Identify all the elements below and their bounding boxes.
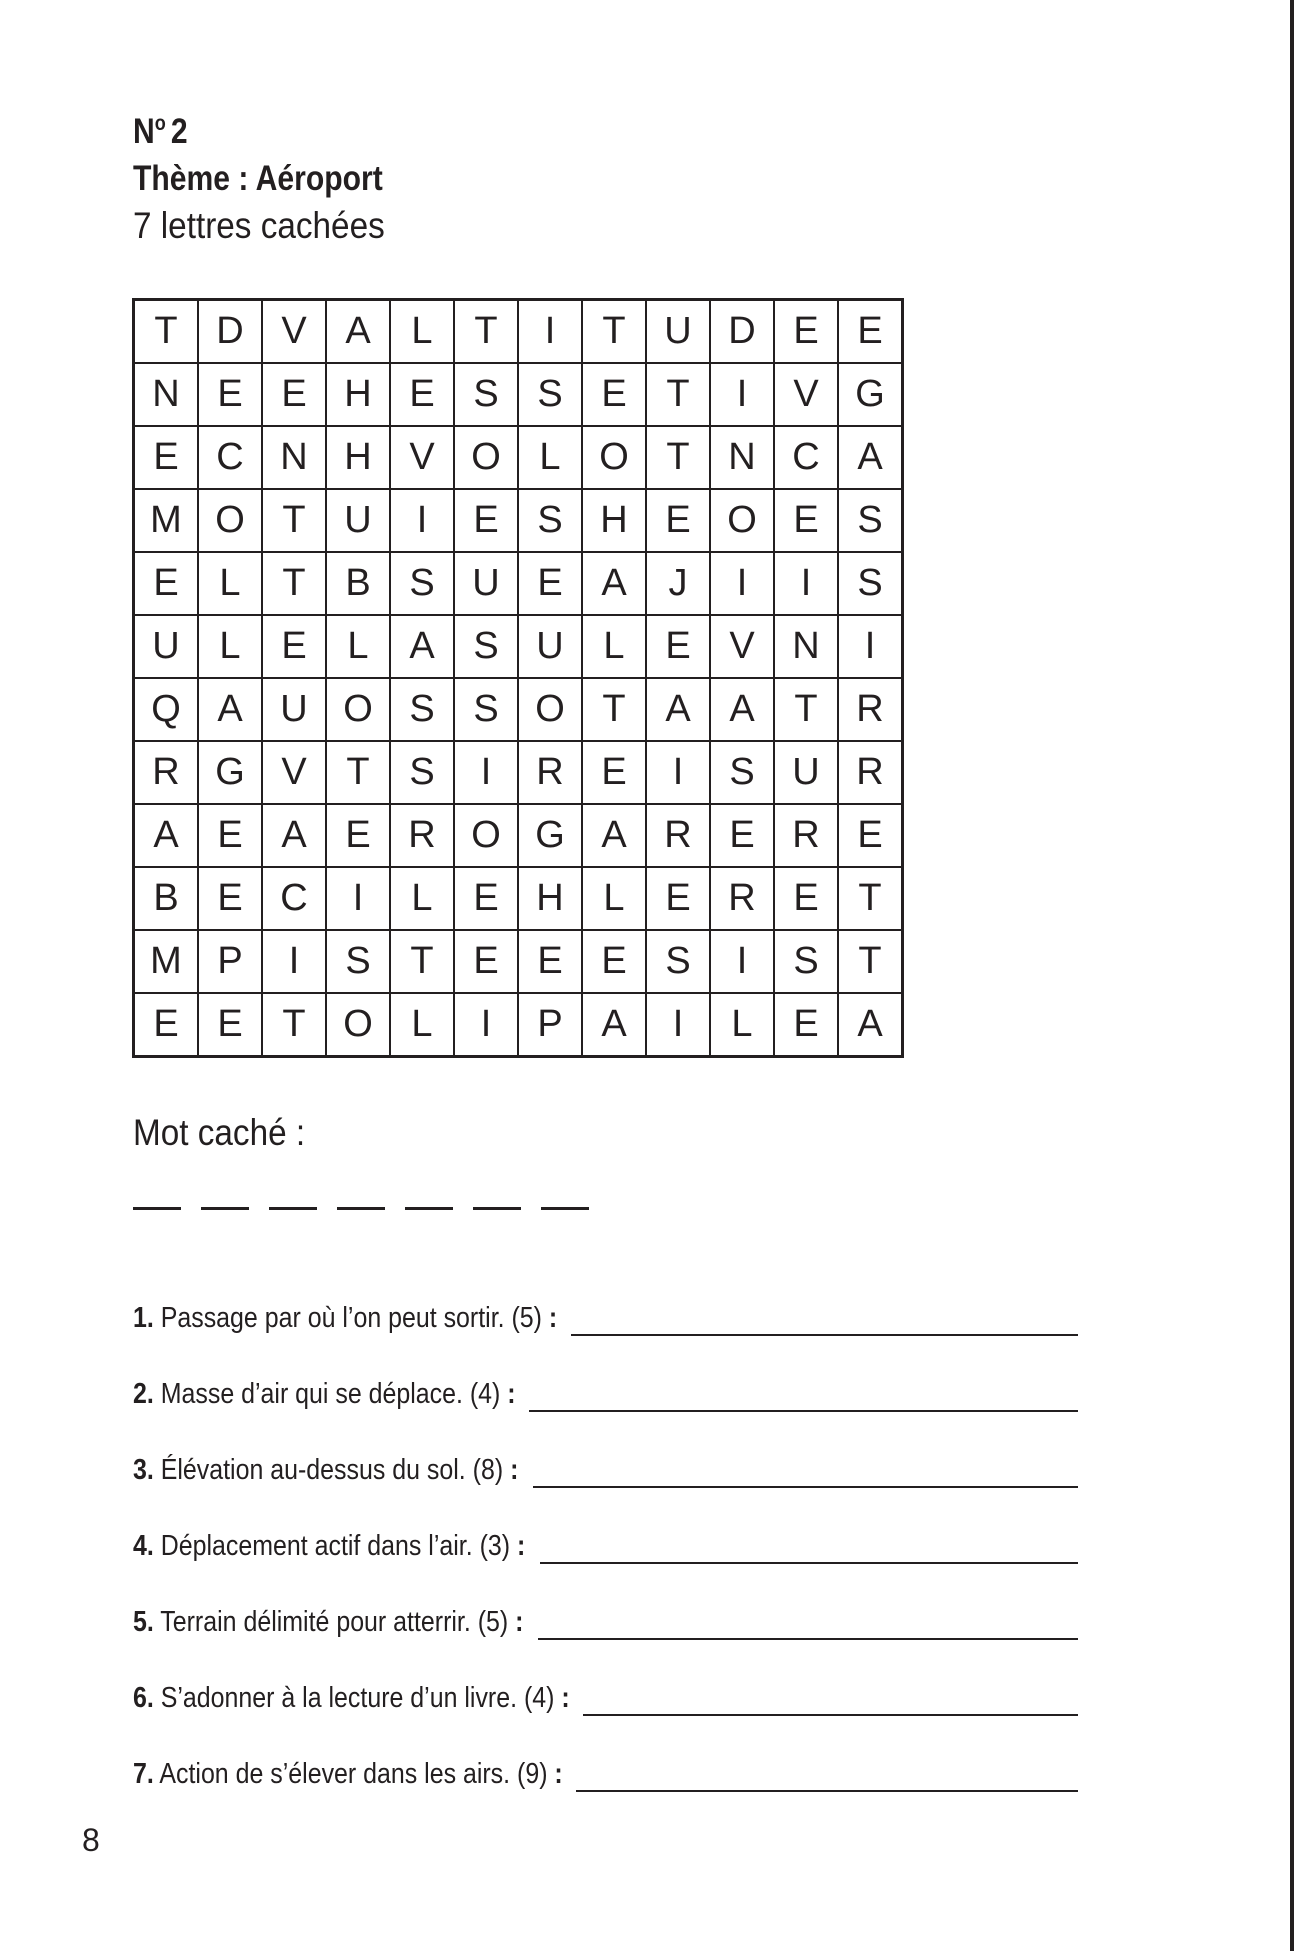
grid-cell[interactable]: R [390, 804, 454, 867]
grid-cell[interactable]: L [326, 615, 390, 678]
answer-line[interactable] [533, 1458, 1078, 1488]
grid-cell[interactable]: O [326, 993, 390, 1057]
clue-description: S’adonner à la lecture d’un livre. (4) [160, 1682, 555, 1714]
number-superscript: o [154, 112, 166, 135]
grid-row [134, 741, 903, 804]
grid-cell[interactable]: D [710, 300, 774, 364]
grid-cell[interactable]: I [646, 741, 710, 804]
grid-cell[interactable]: I [838, 615, 903, 678]
clue-text [133, 1528, 526, 1564]
grid-cell[interactable]: I [262, 930, 326, 993]
clue-number: 6. [133, 1682, 154, 1714]
clue-text [133, 1452, 519, 1488]
grid-cell[interactable]: E [390, 363, 454, 426]
grid-cell[interactable]: M [134, 489, 199, 552]
grid-cell[interactable]: R [134, 741, 199, 804]
grid-cell[interactable]: S [326, 930, 390, 993]
grid-cell[interactable]: S [454, 615, 518, 678]
hidden-letter-count: 7 lettres cachées [133, 205, 385, 246]
clue-item [133, 1376, 1078, 1412]
grid-cell[interactable]: A [582, 552, 646, 615]
grid-cell[interactable]: S [390, 741, 454, 804]
grid-cell[interactable]: L [582, 867, 646, 930]
clue-number: 4. [133, 1530, 154, 1562]
grid-cell[interactable]: L [390, 867, 454, 930]
grid-cell[interactable]: T [262, 489, 326, 552]
grid-cell[interactable]: R [646, 804, 710, 867]
grid-cell[interactable]: U [262, 678, 326, 741]
grid-cell[interactable]: R [710, 867, 774, 930]
grid-cell[interactable]: T [454, 300, 518, 364]
grid-cell[interactable]: S [838, 552, 903, 615]
grid-cell[interactable]: E [262, 615, 326, 678]
grid-row [134, 363, 903, 426]
clue-colon: : [554, 1758, 563, 1790]
grid-cell[interactable]: E [582, 741, 646, 804]
grid-cell[interactable]: E [646, 867, 710, 930]
grid-cell[interactable]: T [582, 300, 646, 364]
grid-cell[interactable]: T [390, 930, 454, 993]
grid-cell[interactable]: E [198, 804, 262, 867]
grid-cell[interactable]: E [134, 993, 199, 1057]
clue-description: Élévation au-dessus du sol. (8) [160, 1454, 504, 1486]
answer-line[interactable] [538, 1610, 1078, 1640]
grid-cell[interactable]: A [134, 804, 199, 867]
clue-colon: : [548, 1302, 558, 1334]
grid-cell[interactable]: A [198, 678, 262, 741]
clue-item [133, 1452, 1078, 1488]
clue-description: Masse d’air qui se déplace. (4) [160, 1378, 501, 1410]
grid-row [134, 489, 903, 552]
answer-line[interactable] [571, 1306, 1078, 1336]
grid-cell[interactable]: E [710, 804, 774, 867]
hidden-word-label: Mot caché : [133, 1112, 306, 1153]
grid-cell[interactable]: V [710, 615, 774, 678]
clue-item [133, 1604, 1078, 1640]
grid-cell[interactable]: L [582, 615, 646, 678]
grid-cell[interactable]: T [838, 867, 903, 930]
grid-cell[interactable]: T [646, 426, 710, 489]
hidden-letter-blank[interactable] [541, 1207, 589, 1210]
clue-item [133, 1680, 1078, 1716]
clue-description: Passage par où l’on peut sortir. (5) [160, 1302, 542, 1334]
grid-cell[interactable]: P [518, 993, 582, 1057]
grid-cell[interactable]: O [518, 678, 582, 741]
grid-cell[interactable]: C [774, 426, 838, 489]
grid-cell[interactable]: O [454, 426, 518, 489]
grid-cell[interactable]: S [838, 489, 903, 552]
grid-row [134, 615, 903, 678]
grid-cell[interactable]: A [710, 678, 774, 741]
grid-cell[interactable]: E [646, 615, 710, 678]
grid-cell[interactable]: C [262, 867, 326, 930]
grid-cell[interactable]: L [390, 993, 454, 1057]
grid-cell[interactable]: H [326, 363, 390, 426]
grid-cell[interactable]: S [390, 552, 454, 615]
grid-cell[interactable]: D [198, 300, 262, 364]
grid-cell[interactable]: U [774, 741, 838, 804]
grid-cell[interactable]: E [454, 489, 518, 552]
grid-cell[interactable]: N [710, 426, 774, 489]
word-search-grid [132, 298, 904, 1058]
grid-cell[interactable]: H [582, 489, 646, 552]
grid-cell[interactable]: E [262, 363, 326, 426]
grid-cell[interactable]: E [774, 489, 838, 552]
hidden-letter-blank[interactable] [337, 1207, 385, 1210]
puzzle-header [133, 100, 423, 249]
grid-cell[interactable]: O [582, 426, 646, 489]
grid-cell[interactable]: M [134, 930, 199, 993]
grid-cell[interactable]: E [838, 300, 903, 364]
grid-cell[interactable]: I [710, 363, 774, 426]
grid-cell[interactable]: E [198, 867, 262, 930]
grid-cell[interactable]: T [326, 741, 390, 804]
clue-number: 1. [133, 1302, 154, 1334]
grid-cell[interactable]: I [710, 552, 774, 615]
grid-cell[interactable]: G [518, 804, 582, 867]
grid-cell[interactable]: S [710, 741, 774, 804]
clue-description: Terrain délimité pour atterrir. (5) [160, 1606, 509, 1638]
grid-cell[interactable]: L [198, 552, 262, 615]
grid-cell[interactable]: S [454, 363, 518, 426]
puzzle-theme: Thème : Aéroport [133, 159, 383, 198]
grid-cell[interactable]: U [518, 615, 582, 678]
grid-cell[interactable]: U [134, 615, 199, 678]
grid-cell[interactable]: E [518, 930, 582, 993]
grid-cell[interactable]: U [454, 552, 518, 615]
grid-cell[interactable]: C [198, 426, 262, 489]
grid-cell[interactable]: A [390, 615, 454, 678]
grid-row [134, 930, 903, 993]
answer-line[interactable] [540, 1534, 1078, 1564]
grid-cell[interactable]: E [774, 300, 838, 364]
grid-cell[interactable]: G [198, 741, 262, 804]
clue-item [133, 1756, 1078, 1792]
hidden-letter-blank[interactable] [405, 1207, 453, 1210]
grid-cell[interactable]: L [198, 615, 262, 678]
grid-cell[interactable]: S [646, 930, 710, 993]
grid-cell[interactable]: S [774, 930, 838, 993]
grid-cell[interactable]: T [582, 678, 646, 741]
grid-cell[interactable]: G [838, 363, 903, 426]
grid-cell[interactable]: E [134, 426, 199, 489]
grid-cell[interactable]: V [774, 363, 838, 426]
grid-cell[interactable]: E [326, 804, 390, 867]
grid-cell[interactable]: E [518, 552, 582, 615]
grid-cell[interactable]: E [774, 993, 838, 1057]
grid-cell[interactable]: E [198, 363, 262, 426]
grid-row [134, 678, 903, 741]
grid-cell[interactable]: T [774, 678, 838, 741]
grid-cell[interactable]: I [774, 552, 838, 615]
grid-cell[interactable]: P [198, 930, 262, 993]
clue-text [133, 1376, 516, 1412]
grid-row [134, 993, 903, 1057]
grid-cell[interactable]: E [134, 552, 199, 615]
grid-cell[interactable]: A [262, 804, 326, 867]
clue-number: 2. [133, 1378, 154, 1410]
grid-cell[interactable]: T [838, 930, 903, 993]
grid-cell[interactable]: I [518, 300, 582, 364]
grid-cell[interactable]: S [518, 363, 582, 426]
hidden-word-blanks [133, 1207, 589, 1210]
grid-cell[interactable]: R [838, 741, 903, 804]
grid-cell[interactable]: N [774, 615, 838, 678]
grid-cell[interactable]: S [454, 678, 518, 741]
grid-cell[interactable]: H [518, 867, 582, 930]
grid-cell[interactable]: R [774, 804, 838, 867]
grid-cell[interactable]: E [774, 867, 838, 930]
grid-cell[interactable]: O [454, 804, 518, 867]
grid-cell[interactable]: V [262, 300, 326, 364]
puzzle-number [133, 100, 383, 155]
hidden-letter-blank[interactable] [201, 1207, 249, 1210]
grid-cell[interactable]: E [582, 930, 646, 993]
grid-cell[interactable]: O [710, 489, 774, 552]
grid-row [134, 867, 903, 930]
clue-item [133, 1528, 1078, 1564]
grid-cell[interactable]: O [198, 489, 262, 552]
grid-cell[interactable]: E [646, 489, 710, 552]
grid-row [134, 552, 903, 615]
grid-cell[interactable]: U [646, 300, 710, 364]
grid-cell[interactable]: A [582, 804, 646, 867]
grid-cell[interactable]: O [326, 678, 390, 741]
grid-cell[interactable]: I [390, 489, 454, 552]
grid-cell[interactable]: T [262, 552, 326, 615]
grid-cell[interactable]: R [518, 741, 582, 804]
grid-cell[interactable]: E [582, 363, 646, 426]
grid-cell[interactable]: E [198, 993, 262, 1057]
grid-cell[interactable]: I [710, 930, 774, 993]
clue-text [133, 1604, 524, 1640]
clue-description: Action de s’élever dans les airs. (9) [159, 1758, 548, 1790]
grid-cell[interactable]: V [390, 426, 454, 489]
grid-cell[interactable]: L [518, 426, 582, 489]
grid-cell[interactable]: A [838, 426, 903, 489]
hidden-letter-blank[interactable] [269, 1207, 317, 1210]
hidden-letter-blank[interactable] [473, 1207, 521, 1210]
grid-row [134, 300, 903, 364]
grid-cell[interactable]: A [582, 993, 646, 1057]
grid-cell[interactable]: N [134, 363, 199, 426]
grid-cell[interactable]: I [326, 867, 390, 930]
grid-cell[interactable]: T [154, 310, 178, 352]
grid-cell[interactable]: R [838, 678, 903, 741]
clue-colon: : [507, 1378, 516, 1410]
hidden-letter-blank[interactable] [133, 1207, 181, 1210]
grid-cell[interactable]: T [646, 363, 710, 426]
page-edge-rule [1290, 0, 1294, 1951]
grid-cell[interactable]: E [454, 930, 518, 993]
grid-cell[interactable]: U [326, 489, 390, 552]
grid-cell[interactable]: Q [134, 678, 199, 741]
grid-cell[interactable]: I [454, 993, 518, 1057]
grid-cell[interactable]: A [326, 300, 390, 364]
grid-cell[interactable]: N [262, 426, 326, 489]
grid-cell[interactable]: B [134, 867, 199, 930]
grid-row [134, 804, 903, 867]
clue-item [133, 1300, 1078, 1336]
answer-line[interactable] [583, 1686, 1078, 1716]
clue-colon: : [515, 1606, 524, 1638]
answer-line[interactable] [529, 1382, 1078, 1412]
grid-cell[interactable]: I [454, 741, 518, 804]
clue-text [133, 1300, 558, 1336]
grid-cell[interactable]: S [518, 489, 582, 552]
grid-cell[interactable]: L [390, 300, 454, 364]
number-value: 2 [170, 112, 188, 151]
clue-colon: : [516, 1530, 526, 1562]
clue-number: 7. [133, 1758, 154, 1790]
grid-cell[interactable]: A [838, 993, 903, 1057]
clue-description: Déplacement actif dans l’air. (3) [160, 1530, 511, 1562]
number-prefix: N [133, 112, 155, 151]
grid-cell[interactable]: H [326, 426, 390, 489]
grid-cell[interactable]: S [390, 678, 454, 741]
grid-cell[interactable]: E [454, 867, 518, 930]
grid-cell[interactable]: L [710, 993, 774, 1057]
page-number: 8 [82, 1822, 100, 1858]
clue-colon: : [561, 1682, 570, 1714]
clue-number: 5. [133, 1606, 154, 1638]
grid-cell[interactable]: V [262, 741, 326, 804]
grid-cell[interactable]: J [646, 552, 710, 615]
grid-cell[interactable]: A [646, 678, 710, 741]
clue-colon: : [510, 1454, 519, 1486]
answer-line[interactable] [576, 1762, 1078, 1792]
grid-row [134, 426, 903, 489]
grid-cell[interactable]: I [646, 993, 710, 1057]
clue-text [133, 1680, 570, 1716]
clue-text [133, 1756, 563, 1792]
grid-cell[interactable]: E [838, 804, 903, 867]
clue-number: 3. [133, 1454, 154, 1486]
grid-cell[interactable]: B [326, 552, 390, 615]
grid-cell[interactable]: T [262, 993, 326, 1057]
